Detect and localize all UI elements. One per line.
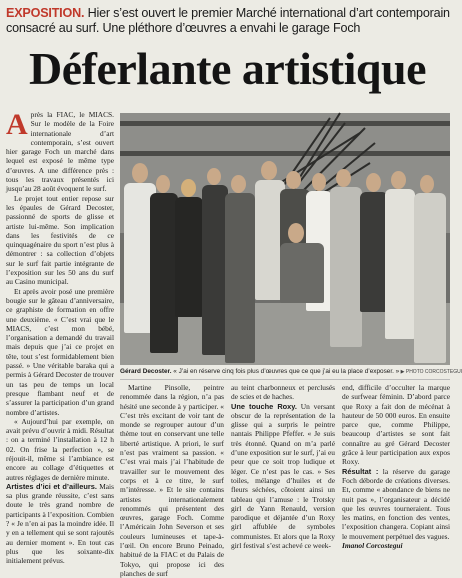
paragraph: Résultat : la réserve du garage Foch déborde de créations diverses. Et, comme « abondance de biens ne nuit pas », l’organisateur a décidé que les œuvres tourneraient. Tous les matins, en fonction des ventes, l’exposition changera. Copiant ainsi le mouvement perpétuel des vagues. bbox=[342, 466, 450, 541]
subhead: Résultat : bbox=[342, 466, 379, 476]
photo-credit: ▶ PHOTO CORCOSTEGUI bbox=[399, 369, 462, 375]
photo-caption bbox=[120, 365, 462, 380]
paragraph: Et après avoir posé une première bougie sur le gâteau d’anniversaire, ce graphiste de formation en offre une deuxième. « C’est vrai que le MIACS, c’est mon bébé, l’organisation a demandé du travail mais depuis que j’ai ce projet en tête, tout s’est formidablement bien passé. » Une véritable baraka qui a permis à Gérard Decoster de trouver un tas peu de temps un local presque flambant neuf et de s’assurer la participation d’un grand nombre d’artistes. bbox=[6, 286, 114, 417]
headline: Déferlante artistique bbox=[29, 43, 426, 94]
caption-name: Gérard Decoster. bbox=[120, 368, 172, 375]
paragraph: « Aujourd’hui par exemple, on avait prévu d’ouvrir à midi. Résultat : on a terminé l’installation à 12 h 02. On frise la perfection », se réjouit-il, même si l’ambiance est encore au collage d’étiquettes et autres réglages de dernière minute. bbox=[6, 416, 114, 482]
paragraph: Le projet tout entier repose sur les épaules de Gérard Decoster, passionné de sports de glisse et artiste lui-même. Son implication dans les festivités de ce quinquagénaire du sport n’est plus à démontrer : sa collection d’objets sur le surf fait partie intégrante de l’exposition sur les 50 ans du surf au Casino municipal. bbox=[6, 193, 114, 287]
subhead: Une touche Roxy. bbox=[231, 401, 297, 411]
group-photo bbox=[120, 113, 450, 365]
author-signature: Imanol Corcostegui bbox=[342, 541, 403, 551]
article-column-4 bbox=[342, 383, 450, 550]
kicker-label: EXPOSITION. bbox=[6, 6, 85, 20]
drop-cap: A bbox=[6, 108, 28, 141]
paragraph: Artistes d’ici et d’ailleurs. Mais sa plus grande réussite, c’est sans doute le très grand nombre de participants à l’exposition. Combien ? « Je n’en ai pas la moindre idée. Il y en a tellement qui se sont rajoutés au dernier moment ». En tout cas plus que les soixante-dix initialement prévus. bbox=[6, 481, 114, 566]
subhead: Artistes d’ici et d’ailleurs. bbox=[6, 481, 97, 491]
kicker-text: Hier s’est ouvert le premier Marché international d’art contemporain consacré au surf. Une pléthore d’œuvres a envahi le garage Foch bbox=[6, 6, 450, 35]
paragraph: Après la FIAC, le MIACS. Sur le modèle de la Foire internationale d’art contemporain, s’est ouvert hier garage Foch un marché dans lequel est exposé le même type d’œuvres. A une différence près : tous les travaux présentés ici jusqu’au 28 août évoquent le surf. bbox=[6, 108, 114, 194]
kicker bbox=[6, 6, 451, 36]
article-column-3 bbox=[231, 383, 335, 550]
article-column-1 bbox=[6, 110, 114, 566]
paragraph: end, difficile d’occulter la marque de surfwear féminin. D’abord parce que Roxy a fait don de mécénat à hauteur de 50 000 euros. En ensuite parce que, comme Philippe, beaucoup d’artistes se sont fait connaître au gré Gérard Decoster grâce à leur participation aux expos Roxy. bbox=[342, 383, 450, 467]
paragraph: Une touche Roxy. Un versant obscur de la représentation de la glisse qui a surpris le peintre nantais Philippe Pfeffer. « Je suis très étonné. Quand on m’a parlé d’une exposition sur le surf, j’ai eu peur que ce soit trop ludique et léger. Ce n’est pas le cas. » Ses toiles, mélange d’huiles et de fleurs séchées, côtoient ainsi un tableau qui l’amuse : le Trotsky girl de Yann Renauld, version parodique et déjantée d’un Roxy girl affublée de symboles communistes. Et alors que la Roxy girl festival s’est achevé ce week- bbox=[231, 401, 335, 551]
paragraph: au teint charbonneux et perclusés de scies et de haches. bbox=[231, 383, 335, 402]
article-column-2 bbox=[120, 383, 224, 578]
paragraph: Martine Pinsolle, peintre renommée dans la région, n’a pas hésité une seconde à y participer. « C’est très excitant de voir tant de monde se regrouper autour d’un thème tout en conservant une telle liberté artistique. A priori, le surf n’est pas vraiment sa passion. « C’est vrai mais j’ai l’habitude de travailler sur le mouvement des corps et à ce titre, le surf m’intéresse. » Et le site contains artistes internationalement renommés qui présentent des œuvres, garage Foch. Comme l’Américain John Severson et ses couleurs lumineuses et tape-à-l’œil. On encore Bruno Peinado, habitué de la FIAC et du Palais de Tokyo, qui propose ici des planches de surf bbox=[120, 383, 224, 578]
caption-quote: « J’ai en réserve cinq fois plus d’œuvres que ce que j’ai eu la place d’exposer. » bbox=[171, 368, 400, 375]
